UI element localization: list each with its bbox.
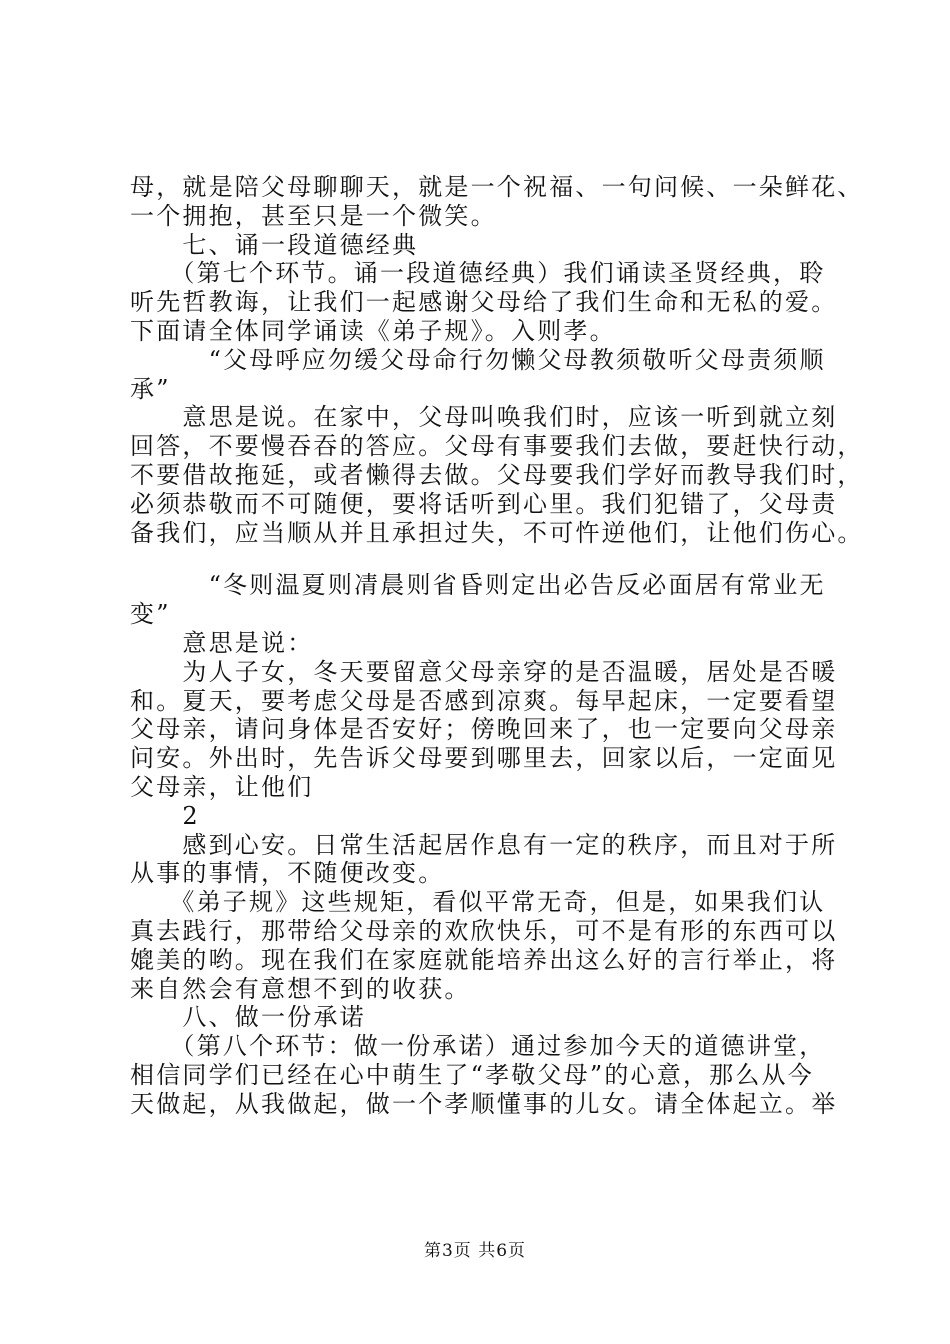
- text-line: 不要借故拖延，或者懒得去做。父母要我们学好而教导我们时，: [130, 461, 864, 489]
- page-footer: 第3页 共6页: [423, 1241, 527, 1261]
- text-line: 从事的事情，不随便改变。: [130, 859, 445, 887]
- text-line: 感到心安。日常生活起居作息有一定的秩序，而且对于所: [130, 831, 838, 859]
- text-line: 备我们，应当顺从并且承担过失，不可忤逆他们，让他们伤心。: [130, 519, 864, 547]
- text-line: 媲美的哟。现在我们在家庭就能培养出这么好的言行举止，将: [130, 946, 838, 974]
- quote-line: 承”: [130, 375, 171, 403]
- text-line: 父母亲，让他们: [130, 773, 314, 801]
- inline-page-number: 2: [130, 802, 200, 830]
- text-line: （第八个环节：做一份承诺）通过参加今天的道德讲堂，: [130, 1032, 826, 1060]
- text-line: 来自然会有意想不到的收获。: [130, 975, 471, 1003]
- text-line: 和。夏天，要考虑父母是否感到凉爽。每早起床，一定要看望: [130, 687, 838, 715]
- text-line: 下面请全体同学诵读《弟子规》。入则孝。: [130, 317, 616, 345]
- quote-line: “父母呼应勿缓父母命行勿懒父母教须敬听父母责须顺: [130, 346, 826, 374]
- text-line: 必须恭敬而不可随便，要将话听到心里。我们犯错了，父母责: [130, 490, 838, 518]
- quote-line: “冬则温夏则凊晨则省昏则定出必告反必面居有常业无: [130, 571, 826, 599]
- text-line: （第七个环节。诵一段道德经典）我们诵读圣贤经典，聆: [130, 259, 826, 287]
- text-line: 真去践行，那带给父母亲的欢欣快乐，可不是有形的东西可以: [130, 917, 838, 945]
- section-heading: 七、诵一段道德经典: [130, 231, 419, 259]
- text-line: 问安。外出时，先告诉父母要到哪里去，回家以后，一定面见: [130, 744, 838, 772]
- text-line: 《弟子规》这些规矩，看似平常无奇，但是，如果我们认: [130, 888, 826, 916]
- text-line: 天做起，从我做起，做一个孝顺懂事的儿女。请全体起立。举: [130, 1090, 838, 1118]
- text-line: 为人子女，冬天要留意父母亲穿的是否温暖，居处是否暖: [130, 658, 838, 686]
- section-heading: 八、做一份承诺: [130, 1003, 366, 1031]
- text-line: 父母亲，请问身体是否安好；傍晚回来了，也一定要向父母亲: [130, 715, 838, 743]
- text-line: 意思是说：: [130, 629, 314, 657]
- text-line: 听先哲教诲，让我们一起感谢父母给了我们生命和无私的爱。: [130, 288, 838, 316]
- text-line: 回答，不要慢吞吞的答应。父母有事要我们去做，要赶快行动，: [130, 432, 864, 460]
- text-line: 意思是说。在家中，父母叫唤我们时，应该一听到就立刻: [130, 403, 838, 431]
- text-line: 相信同学们已经在心中萌生了“孝敬父母”的心意，那么从今: [130, 1061, 814, 1089]
- text-line: 母，就是陪父母聊聊天，就是一个祝福、一句问候、一朵鲜花、: [130, 173, 864, 201]
- text-line: 一个拥抱，甚至只是一个微笑。: [130, 202, 497, 230]
- quote-line: 变”: [130, 600, 171, 628]
